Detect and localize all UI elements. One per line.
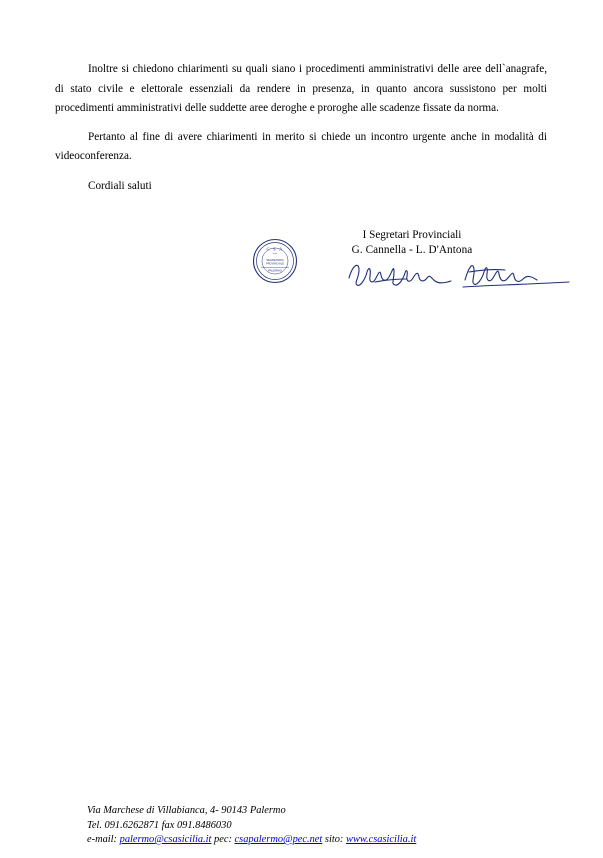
footer-contacts xyxy=(87,833,557,848)
footer-pec-label: pec: xyxy=(214,834,232,845)
signature-title-block xyxy=(277,228,547,257)
footer-email-label: e-mail: xyxy=(87,834,118,845)
official-stamp-icon xyxy=(252,238,298,284)
signatory-title: I Segretari Provinciali xyxy=(362,229,462,241)
signatory-names: G. Cannella - L. D'Antona xyxy=(351,243,473,256)
paragraph-2: Pertanto al fine di avere chiarimenti in merito si chiede un incontro urgente anche in modalità di videoconferenza. xyxy=(55,130,547,162)
footer-site-label: sito: xyxy=(324,834,344,845)
svg-text:SEGRETERIA: SEGRETERIA xyxy=(266,259,284,262)
footer-address: Via Marchese di Villabianca, 4- 90143 Palermo xyxy=(87,805,286,816)
footer-phone: Tel. 091.6262871 fax 091.8486030 xyxy=(87,819,232,831)
document-footer xyxy=(87,804,557,848)
footer-pec-link[interactable]: csapalermo@pec.net xyxy=(234,834,323,845)
svg-text:***: *** xyxy=(272,252,278,256)
footer-site-link[interactable]: www.csasicilia.it xyxy=(346,834,417,845)
document-body xyxy=(55,60,547,207)
footer-email-link[interactable]: palermo@csasicilia.it xyxy=(119,834,212,845)
svg-text:C S A: C S A xyxy=(266,246,284,252)
paragraph-1: Inoltre si chiedono chiarimenti su quali siano i procedimenti amministrativi delle aree dell`anagrafe, di stato civile e elettorale essenziali da rendere in presenza, in quanto ancora sussistono per molti procedimenti amministrativi delle suddette aree deroghe e proroghe alle scadenze fissate da norma. xyxy=(55,63,547,114)
handwritten-signatures xyxy=(345,256,585,296)
svg-text:PALERMO: PALERMO xyxy=(268,268,282,273)
closing-greeting: Cordiali saluti xyxy=(88,179,152,192)
svg-text:PROVINCIALE: PROVINCIALE xyxy=(265,262,285,266)
signature-area xyxy=(55,228,547,303)
